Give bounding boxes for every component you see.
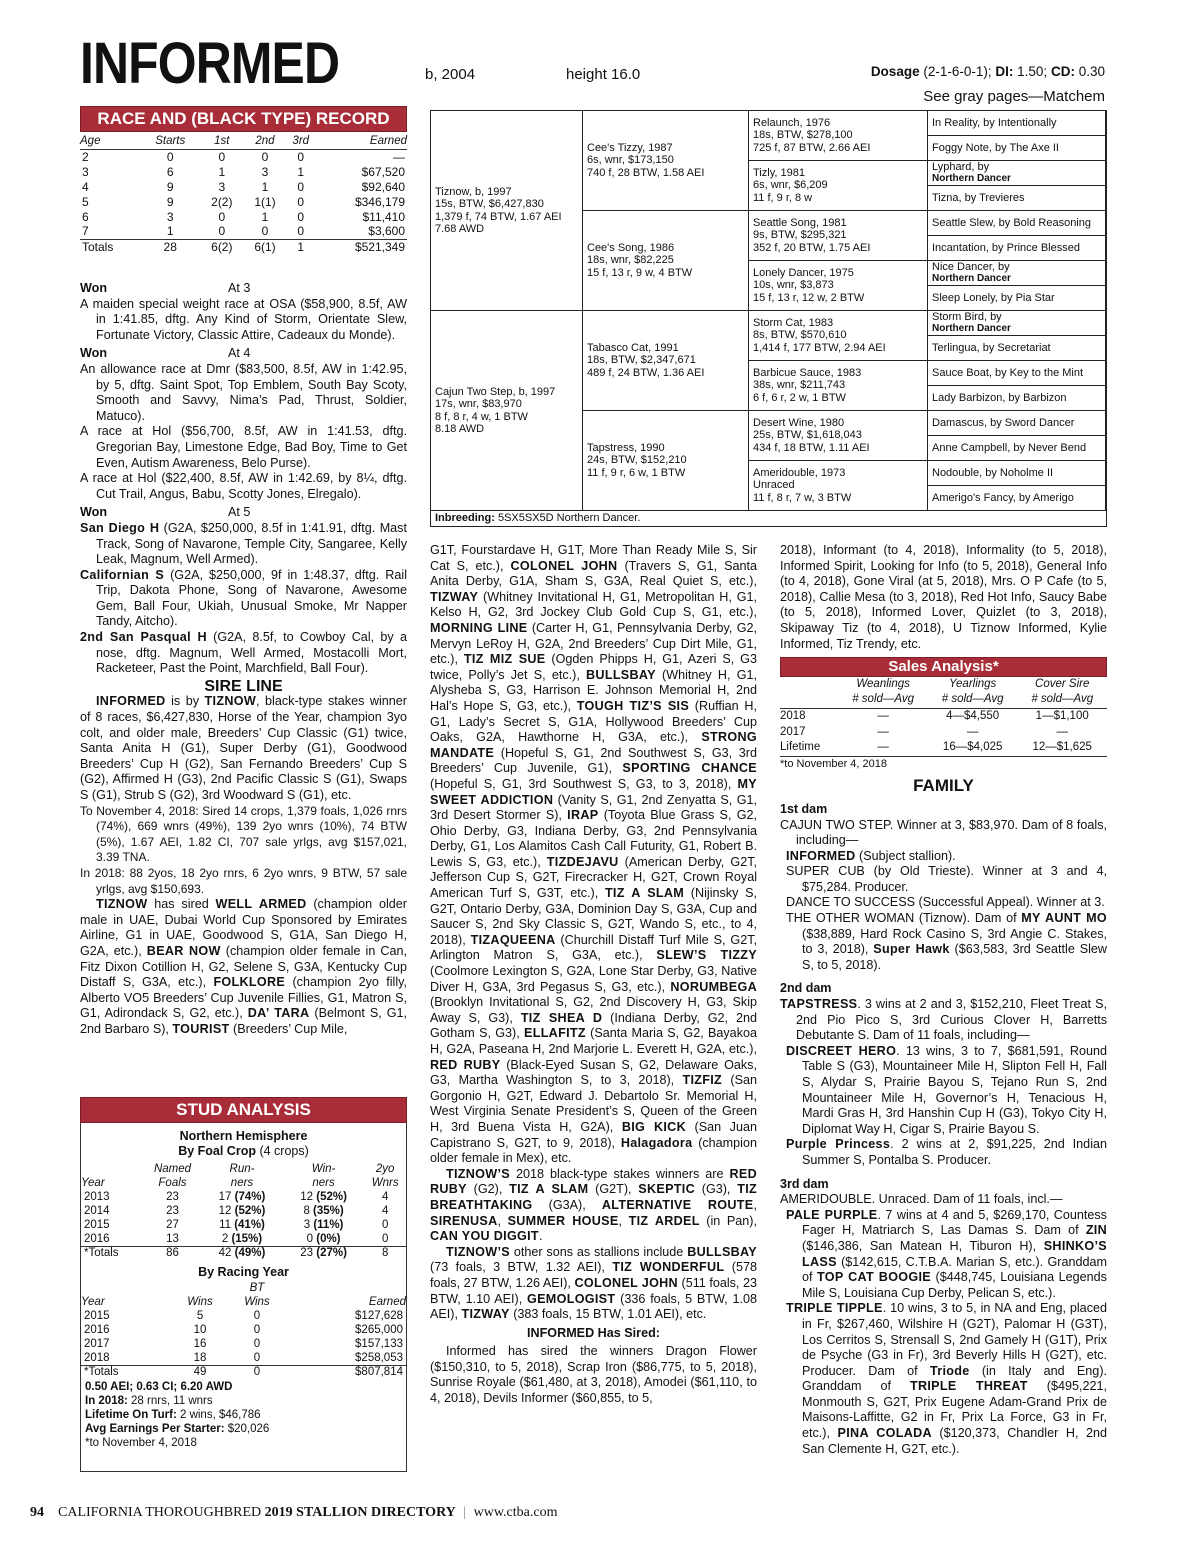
race-record-title: RACE AND (BLACK TYPE) RECORD — [80, 106, 407, 132]
pedigree-grandparent: Cee's Tizzy, 1987 6s, wnr, $173,150 740 f, 28 BTW, 1.58 AEI — [583, 111, 749, 211]
year-table: Year Wins BT Wins Earned 2015 5 0 $127,628 2016 10 0 $265,000 2017 16 0 $157,133 2018 18 0 $258,053 *Totals 49 0 $807,814 — [81, 1282, 406, 1379]
year-row: 2016 10 0 $265,000 — [84, 1324, 403, 1336]
pedigree-g3: Ameridouble, 1973 Unraced 11 f, 8 r, 7 w, 3 BTW — [749, 461, 928, 511]
race-win: San Diego H (G2A, $250,000, 8.5f in 1:41.91, dftg. Mast Track, Song of Navarone, Temple City, Sangaree, Kelly Leak, Magnum, Well Armed). — [80, 520, 407, 567]
race-record-row: 7 1 0 0 0 $3,600 — [82, 224, 405, 239]
sire-line-continued: G1T, Fourstardave H, G1T, More Than Ready Mile S, Sir Cat S, etc.), COLONEL JOHN (Travers S, G1, Santa Anita Derby, G1A, Sham S, G3A, Real Quiet S, etc.), TIZWAY (Whitney Invitational H, G1, Metropolitan H, G1, Kelso H, G2, 3rd Jockey Club Gold Cup S, G1, etc.), MORNING LINE (Carter H, G1, Pennsylvania Derby, G2, Mervyn LeRoy H, G2A, 2nd Breeders’ Cup Dirt Mile, G1, etc.), TIZ MIZ SUE (Ogden Phipps H, G1, Azeri S, G3 twice, Polly’s Jet S, etc.), BULLSBAY (Whitney H, G1, Alysheba S, G3, Harrison E. Johnson Memorial H, 2nd Hal’s Hope S, G3, etc.), TOUGH TIZ’S SIS (Ruffian H, G1, Lady’s Secret S, G1A, Hollywood Breeders’ Cup Oaks, G2A, Hawthorne H, G3A, etc.), STRONG MANDATE (Hopeful S, G1, 2nd Southwest S, G3, 3rd Breeders’ Cup Juvenile, G1), SPORTING CHANCE (Hopeful S, G1, 3rd Southwest S, G3, to 3, 2018), MY SWEET ADDICTION (Vanity S, G1, 2nd Zenyatta S, G1, 3rd Desert Stormer S), IRAP (Toyota Blue Grass S, G2, Ohio Derby, G3, Indiana Derby, G3, 2nd Pennsylvania Derby, G1, Los Alamitos Cash Call Futurity, G1, Robert B. Lewis S, G3, etc.), TIZDEJAVU (American Derby, G2T, Jefferson Cup S, G2T, Firecracker H, G2T, Crown Royal American Turf S, G3T, etc.), TIZ A SLAM (Nijinsky S, G2T, Ontario Derby, G3A, Dominion Day S, G3A, Cup and Saucer S, 2nd Sky Classic S, G2T, Wando S, etc., to 4, 2018), TIZAQUEENA (Churchill Distaff Turf Mile S, G2T, Arlington Matron S, G3A, etc.), SLEW’S TIZZY (Coolmore Lexington S, G2A, Lone Star Derby, G3, Native Diver H, G3A, 3rd Pegasus S, G3, etc.), NORUMBEGA (Brooklyn Invitational S, G2, 2nd Discovery H, G3, Skip Away S, G3), TIZ SHEA D (Indiana Derby, G2, 2nd Gotham S, G3), ELLAFITZ (Santa Maria S, G2, Bayakoa H, G2A, Paseana H, 2nd Marjorie L. Everett H, G2A, etc.), RED RUBY (Black-Eyed Susan S, G2, Delaware Oaks, G3, Martha Washington S, to 3, 2018), TIZFIZ (San Gorgonio H, G2T, Edward J. Debartolo Sr. Memorial H, West Virginia Senate President’s S, Queen of the Green H, 3rd Buena Vista H, G2A), BIG KICK (San Juan Capistrano S, G2T, to 9, 2018), Halagadora (champion older female in Mex), etc. TIZNOW’S 2018 black-type stakes winners are RED RUBY (G2), TIZ A SLAM (G2T), SKEPTIC (G3), TIZ BREATHTAKING (G3A), ALTERNATIVE ROUTE, SIRENUSA, SUMMER HOUSE, TIZ ARDEL (in Pan), CAN YOU DIGGIT. TIZNOW’S other sons as stallions include BULLSBAY (73 foals, 3 BTW, 1.32 AEI), TIZ WONDERFUL (578 foals, 27 BTW, 1.26 AEI), COLONEL JOHN (511 foals, 23 BTW, 1.10 AEI), GEMOLOGIST (336 foals, 5 BTW, 1.08 AEI), TIZWAY (383 foals, 15 BTW, 1.01 AEI), etc. INFORMED Has Sired: Informed has sired the winners Dragon Flower ($150,310, to 5, 2018), Scrap Iron ($86,775, to 5, 2018), Sunrise Royale ($61,480, at 3, 2018), Amodei ($61,110, to 4, 2018), Devils Informer ($60,855, to 5, — [430, 543, 758, 1406]
race-win: A race at Hol ($22,400, 8.5f, AW in 1:42.69, by 8¼, dftg. Cut Trail, Angus, Babu, Scotty Jones, Elregalo). — [80, 471, 407, 501]
dosage-line: Dosage (2-1-6-0-1); DI: 1.50; CD: 0.30 — [870, 64, 1105, 79]
year-row: 2018 18 0 $258,053 — [84, 1351, 403, 1364]
pedigree-g3: Tizly, 1981 6s, wnr, $6,209 11 f, 9 r, 8 w — [749, 161, 928, 211]
pedigree-g4: Lady Barbizon, by Barbizon — [928, 386, 1106, 411]
pedigree-g4: In Reality, by Intentionally — [928, 111, 1106, 136]
pedigree-g4: Lyphard, by Northern Dancer — [928, 161, 1106, 186]
pedigree-g3: Desert Wine, 1980 25s, BTW, $1,618,043 434 f, 18 BTW, 1.11 AEI — [749, 411, 928, 461]
hemisphere: Northern Hemisphere — [179, 1129, 308, 1143]
crop-row: *Totals 86 42 (49%) 23 (27%) 8 — [81, 1246, 406, 1260]
race-record — [80, 106, 407, 254]
family-title: FAMILY — [913, 776, 974, 796]
pedigree-sire: Tiznow, b, 1997 15s, BTW, $6,427,830 1,379 f, 74 BTW, 1.67 AEI 7.68 AWD — [431, 111, 583, 311]
height-info: height 16.0 — [566, 66, 641, 83]
race-win: An allowance race at Dmr ($83,500, 8.5f, AW in 1:42.95, by 5, dftg. Saint Spot, Top Emblem, South Bay Scoty, Smooth and Savvy, Nima’s Pad, Thrust, Soldier, Matuco). — [80, 361, 407, 423]
page-title: INFORMED — [80, 31, 340, 96]
crop-table: Year Named Foals Run- ners Win- ners 2yo Wnrs 2013 23 17 (74%) 12 (52%) 4 2014 23 12 (52%) 8 (35%) 4 2015 27 11 (41%) 3 (11%) 0 2016 13 2 (15%) 0 (0%) 0 *Totals 86 42 (49%) 23 (27%) 8 — [81, 1162, 406, 1260]
pedigree-grandparent: Tapstress, 1990 24s, BTW, $152,210 11 f, 9 r, 6 w, 1 BTW — [583, 411, 749, 511]
race-win: 2nd San Pasqual H (G2A, 8.5f, to Cowboy Cal, by a nose, dftg. Magnum, Well Armed, Mostacolli Mort, Racketeer, Past the Point, Marchfield, Ball Four). — [80, 630, 407, 676]
race-win: A race at Hol ($56,700, 8.5f, AW in 1:41.53, dftg. Gregorian Bay, Limestone Edge, Bad Boy, Time to Get Even, Autism Awareness, Belo Purse). — [80, 424, 407, 470]
year-row: 2017 16 0 $157,133 — [84, 1338, 403, 1350]
by-crop: By Foal Crop (4 crops) — [178, 1144, 309, 1158]
inbreeding: Inbreeding: 5SX5SX5D Northern Dancer. — [435, 512, 641, 524]
race-record-row: 2 0 0 0 0 — — [82, 149, 405, 164]
pedigree-g4: Anne Campbell, by Never Bend — [928, 436, 1106, 461]
year-row: 2015 5 0 $127,628 — [84, 1310, 403, 1322]
sales-title: Sales Analysis* — [780, 657, 1107, 677]
sales-table: Weanlings Yearlings Cover Sire # sold—Avg # sold—Avg # sold—Avg 2018 — 4—$4,550 1—$1,100 2017 — — — Lifetime — 16—$4,025 12—$1,625 — [780, 677, 1107, 756]
pedigree-dam: Cajun Two Step, b, 1997 17s, wnr, $83,970 8 f, 8 r, 4 w, 1 BTW 8.18 AWD — [431, 311, 583, 511]
pedigree-g3: Barbicue Sauce, 1983 38s, wnr, $211,743 6 f, 6 r, 2 w, 1 BTW — [749, 361, 928, 411]
pedigree-g4: Amerigo's Fancy, by Amerigo — [928, 486, 1106, 511]
race-record-row: 4 9 3 1 0 $92,640 — [82, 179, 405, 194]
pedigree-g3: Lonely Dancer, 1975 10s, wnr, $3,873 15 f, 13 r, 12 w, 2 BTW — [749, 261, 928, 311]
pedigree-g4: Nodouble, by Noholme II — [928, 461, 1106, 486]
stud-notes: 0.50 AEI; 0.63 CI; 6.20 AWD In 2018: 28 rnrs, 11 wnrs Lifetime On Turf: 2 wins, $46,786 Avg Earnings Per Starter: $20,026 *to November 4, 2018 — [85, 1381, 270, 1449]
pedigree-g4: Sleep Lonely, by Pia Star — [928, 286, 1106, 311]
pedigree-g3: Seattle Song, 1981 9s, BTW, $295,321 352 f, 20 BTW, 1.75 AEI — [749, 211, 928, 261]
pedigree-g4: Storm Bird, by Northern Dancer — [928, 311, 1106, 336]
wins-section: Won At 3 A maiden special weight race at OSA ($58,900, 8.5f, AW in 1:41.85, dftg. Any Kind of Storm, Orientate Slew, Fortunate Victory, Classic Attire, Cadeaux du Monde). Won At 4 An allowance race at Dmr ($83,500, 8.5f, AW in 1:42.95, by 5, dftg. Saint Spot, Top Emblem, South Bay Scoty, Smooth and Savvy, Nima’s Pad, Thrust, Soldier, Matuco). A race at Hol ($56,700, 8.5f, AW in 1:41.53, dftg. Gregorian Bay, Limestone Edge, Bad Boy, Time to Get Even, Autism Awareness, Belo Purse). A race at Hol ($22,400, 8.5f, AW in 1:42.69, by 8¼, dftg. Cut Trail, Angus, Babu, Scotty Jones, Elregalo). Won At 5 San Diego H (G2A, $250,000, 8.5f in 1:41.91, dftg. Mast Track, Song of Navarone, Temple City, Sangaree, Kelly Leak, Magnum, Well Armed). Californian S (G2A, $250,000, 9f in 1:48.37, dftg. Rail Trip, Dakota Phone, Song of Navarone, Awesome Gem, Ball Four, Ukiah, Unusual Smoke, Mr Napper Tandy, Aitcho). 2nd San Pasqual H (G2A, 8.5f, to Cowboy Cal, by a nose, dftg. Magnum, Well Armed, Mostacolli Mort, Racketeer, Past the Point, Marchfield, Ball Four). SIRE LINE INFORMED is by TIZNOW, black-type stakes winner of 8 races, $6,427,830, Horse of the Year, champion 3yo colt, and older male, Breeders’ Cup Classic (G1) twice, Santa Anita H (G1), Super Derby (G1), Goodwood Breeders’ Cup H (G2), San Fernando Breeders’ Cup S (G2), Affirmed H (G3), 2nd Pacific Classic S (G1), Swaps S (G1), Strub S (G2), 3rd Woodward S (G1), etc. To November 4, 2018: Sired 14 crops, 1,379 foals, 1,026 rnrs (74%), 669 wnrs (49%), 139 2yo wnrs (10%), 74 BTW (5%), 1.67 AEI, 1.82 CI, 707 sale yrlgs, avg $157,021, 3.39 TNA. In 2018: 88 2yos, 18 2yo rnrs, 6 2yo wnrs, 9 BTW, 57 sale yrlgs, avg $150,693. TIZNOW has sired WELL ARMED (champion older male in UAE, Dubai World Cup Sponsored by Emirates Airline, G1 in UAE, Goodwood S, G1A, San Diego H, G2A, etc.), BEAR NOW (champion older female in Can, Fitz Dixon Cotillion H, G2, Selene S, G3A, Kentucky Cup Distaff S, G3A, etc.), FOLKLORE (champion 2yo filly, Alberto VO5 Breeders’ Cup Juvenile Fillies, G1, Matron S, G1, Adirondack S, G2, etc.), DA’ TARA (Belmont S, G1, 2nd Barbaro S), TOURIST (Breeders’ Cup Mile, — [80, 281, 407, 1036]
race-record-table: Age Starts 1st 2nd 3rd Earned 2 0 0 0 0 — 3 6 1 3 1 $67,520 4 9 3 1 0 $92,640 5 9 2(2) 1(1) 0 $346,179 6 3 0 1 0 $11,410 7 1 0 0 0 $3,600 Totals 28 6(2) 6(1) 1 $521,349 — [80, 134, 407, 254]
stud-analysis — [80, 1097, 407, 1472]
year-row: *Totals 49 0 $807,814 — [81, 1365, 406, 1379]
crop-row: 2013 23 17 (74%) 12 (52%) 4 — [84, 1191, 389, 1203]
crop-row: 2015 27 11 (41%) 3 (11%) 0 — [84, 1219, 389, 1231]
by-year: By Racing Year — [198, 1265, 289, 1279]
pedigree-g3: Storm Cat, 1983 8s, BTW, $570,610 1,414 f, 177 BTW, 2.94 AEI — [749, 311, 928, 361]
race-record-row: 6 3 0 1 0 $11,410 — [82, 209, 405, 224]
crop-row: 2016 13 2 (15%) 0 (0%) 0 — [84, 1232, 389, 1245]
pedigree-g4: Sauce Boat, by Key to the Mint — [928, 361, 1106, 386]
pedigree-g4: Incantation, by Prince Blessed — [928, 236, 1106, 261]
pedigree-g4: Foggy Note, by The Axe II — [928, 136, 1106, 161]
sire-line-title: SIRE LINE — [204, 677, 283, 695]
pedigree-g3: Relaunch, 1976 18s, BTW, $278,100 725 f, 87 BTW, 2.66 AEI — [749, 111, 928, 161]
matchem-ref: See gray pages—Matchem — [923, 88, 1105, 105]
stud-title: STUD ANALYSIS — [80, 1097, 407, 1123]
pedigree-g4: Damascus, by Sword Dancer — [928, 411, 1106, 436]
race-win: Californian S (G2A, $250,000, 9f in 1:48.37, dftg. Rail Trip, Dakota Phone, Song of Navarone, Awesome Gem, Ball Four, Ukiah, Unusual Smoke, Mr Napper Tandy, Aitcho). — [80, 567, 407, 629]
pedigree-chart — [430, 110, 1107, 527]
family-section: 2018), Informant (to 4, 2018), Informality (to 5, 2018), Informed Spirit, Looking for Info (to 5, 2018), General Info (to 4, 2018), Gone Viral (at 5, 2018), Mrs. O P Cafe (to 5, 2018), Callie Mesa (to 3, 2018), Red Hot Info, Saucy Babe (to 5, 2018), Informed Lover, Quizlet (to 3, 2018), Skipaway Tiz (to 4, 2018), U Tiznow Informed, Kylie Informed, Tiz Trendy, etc. Sales Analysis* Weanlings Yearlings Cover Sire # sold—Avg # sold—Avg # sold—Avg 2018 — 4—$4,550 1—$1,100 2017 — — — Lifetime — 16—$4,025 12—$1,625 *to November 4, 2018 FAMILY 1st dam CAJUN TWO STEP. Winner at 3, $83,970. Dam of 8 foals, including— INFORMED (Subject stallion). SUPER CUB (by Old Trieste). Winner at 3 and 4, $75,284. Producer. DANCE TO SUCCESS (Successful Appeal). Winner at 3. THE OTHER WOMAN (Tiznow). Dam of MY AUNT MO ($38,889, Hard Rock Casino S, 3rd Angie C. Stakes, to 3, 2018), Super Hawk ($63,583, 3rd Seattle Slew S, to 5, 2018). 2nd dam TAPSTRESS. 3 wins at 2 and 3, $152,210, Fleet Treat S, 2nd Pio Pico S, 3rd Curious Clover H, Barretts Debutante S. Dam of 11 foals, including— DISCREET HERO. 13 wins, 3 to 7, $681,591, Round Table S (G3), Mountaineer Mile H, Slipton Fell H, Fall S, Alydar S, Prairie Bayou S, Tejano Run S, 2nd Mountaineer Mile H, Governor’s H, Tenacious H, Mardi Gras H, 3rd Hanshin Cup H (G3), Tokyo City H, Diplomat Way H, Cigar S, Prairie Bayou S. Purple Princess. 2 wins at 2, $91,225, 2nd Indian Summer S, Pontalba S. Producer. 3rd dam AMERIDOUBLE. Unraced. Dam of 11 foals, incl.— PALE PURPLE. 7 wins at 4 and 5, $269,170, Countess Fager H, Matriarch S, Las Damas S. Dam of ZIN ($146,386, San Matean H, Tiburon H), SHINKO’S LASS ($142,615, C.T.B.A. Marian S, etc.). Granddam of TOP CAT BOOGIE ($448,745, Louisiana Legends Mile S, Louisiana Cup Derby, Pelican S, etc.). TRIPLE TIPPLE. 10 wins, 3 to 5, in NA and Eng, placed in Fr, $267,460, Wilshire H (G2T), Palomar H (G3T), Los Cerritos S, Strensall S, 2nd Gamely H (G1T), Prix de Psyche (G3 in Fr), 3rd Beverly Hills H (G2T), etc. Producer. Dam of Triode (in Italy and Eng). Granddam of TRIPLE THREAT ($495,221, Monmouth S, G2T, Prix Eugene Adam-Grand Prix de Maisons-Laffitte, G2 in Fr, Prix La Force, G3 in Fr, etc.), PINA COLADA ($120,373, Chandler H, 2nd San Clemente H, G2T, etc.). — [780, 543, 1108, 1456]
race-win: A maiden special weight race at OSA ($58,900, 8.5f, AW in 1:41.85, dftg. Any Kind of Storm, Orientate Slew, Fortunate Victory, Classic Attire, Cadeaux du Monde). — [80, 296, 407, 342]
pedigree-g4: Nice Dancer, by Northern Dancer — [928, 261, 1106, 286]
crop-row: 2014 23 12 (52%) 8 (35%) 4 — [84, 1205, 389, 1217]
race-record-row: Totals 28 6(2) 6(1) 1 $521,349 — [82, 239, 405, 254]
birth-info: b, 2004 — [425, 66, 476, 83]
pedigree-grandparent: Tabasco Cat, 1991 18s, BTW, $2,347,671 489 f, 24 BTW, 1.36 AEI — [583, 311, 749, 411]
race-record-row: 3 6 1 3 1 $67,520 — [82, 164, 405, 179]
has-sired-title: INFORMED Has Sired: — [527, 1325, 660, 1340]
pedigree-g4: Terlingua, by Secretariat — [928, 336, 1106, 361]
race-record-row: 5 9 2(2) 1(1) 0 $346,179 — [82, 194, 405, 209]
pedigree-g4: Tizna, by Trevieres — [928, 186, 1106, 211]
footer: 94 CALIFORNIA THOROUGHBRED 2019 STALLION DIRECTORY | www.ctba.com — [30, 1505, 558, 1520]
pedigree-grandparent: Cee's Song, 1986 18s, wnr, $82,225 15 f, 13 r, 9 w, 4 BTW — [583, 211, 749, 311]
pedigree-g4: Seattle Slew, by Bold Reasoning — [928, 211, 1106, 236]
